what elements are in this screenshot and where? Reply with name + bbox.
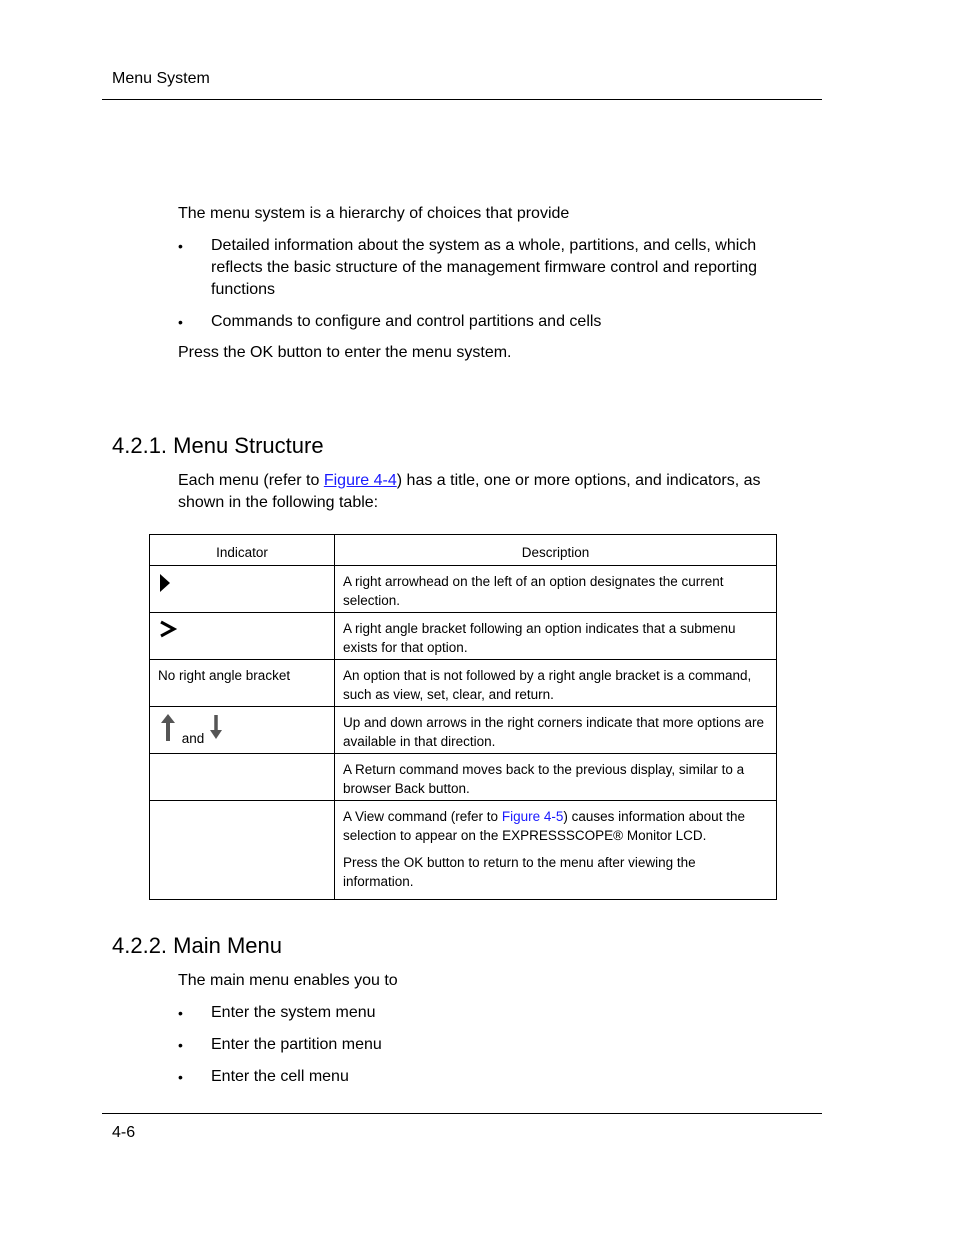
view-desc-before: A View command (refer to: [343, 809, 502, 824]
right-angle-bracket-icon: [158, 619, 178, 641]
indicator-cell: [150, 566, 335, 613]
indicator-cell: [150, 801, 335, 900]
section1-para-before: Each menu (refer to: [178, 472, 324, 489]
section-heading-menu-structure: 4.2.1. Menu Structure: [112, 433, 324, 458]
down-arrow-icon: [208, 713, 224, 743]
description-cell: An option that is not followed by a right angle bracket is a command, such as view, set, clear, and return.: [335, 660, 777, 707]
indicator-cell: [150, 707, 335, 754]
section2-lead: The main menu enables you to: [178, 972, 398, 989]
header-description: Description: [335, 535, 777, 566]
table-row: [150, 566, 777, 613]
description-cell: A right angle bracket following an option indicates that a submenu exists for that option.: [335, 613, 777, 660]
running-header: Menu System: [112, 70, 210, 87]
intro-lead: The menu system is a hierarchy of choices that provide: [178, 205, 570, 222]
description-cell: A Return command moves back to the previous display, similar to a browser Back button.: [335, 754, 777, 801]
view-desc-after: ) causes information about the selection to appear on the EXPRESSSCOPE® Monitor LCD.: [343, 809, 745, 843]
indicator-table: [149, 534, 777, 900]
header-rule: [102, 99, 822, 100]
bullet-marker: •: [178, 1069, 183, 1085]
header-indicator: Indicator: [150, 535, 335, 566]
indicator-cell: [150, 754, 335, 801]
bullet-marker: •: [178, 1037, 183, 1053]
figure-4-5-link[interactable]: Figure 4-5: [501, 809, 564, 824]
indicator-cell: [150, 613, 335, 660]
bullet-marker: •: [178, 238, 183, 254]
description-cell: A right arrowhead on the left of an option designates the current selection.: [335, 566, 777, 613]
figure-4-4-link[interactable]: Figure 4-4: [323, 472, 397, 489]
main-menu-bullet-2: Enter the partition menu: [211, 1036, 382, 1053]
page-number: 4-6: [112, 1124, 136, 1141]
section-heading-main-menu: 4.2.2. Main Menu: [112, 933, 282, 958]
table-header-row: [150, 535, 777, 566]
table-row: [150, 707, 777, 754]
indicator-cell: No right angle bracket: [150, 660, 335, 707]
description-cell: Up and down arrows in the right corners indicate that more options are available in that direction.: [335, 707, 777, 754]
intro-bullet-2: Commands to configure and control partitions and cells: [211, 313, 602, 330]
table-row: [150, 801, 777, 900]
section1-para-after: ) has a title, one or more options, and indicators, as shown in the following table:: [178, 472, 761, 511]
intro-closing: Press the OK button to enter the menu system.: [178, 344, 512, 361]
main-menu-bullet-3: Enter the cell menu: [211, 1068, 349, 1085]
bullet-marker: •: [178, 314, 183, 330]
section1-paragraph: [178, 470, 778, 514]
table-row: [150, 660, 777, 707]
table-row: [150, 613, 777, 660]
right-arrowhead-icon: [158, 572, 172, 594]
view-command-note: Press the OK button to return to the menu after viewing the information.: [343, 855, 696, 889]
and-label: and: [181, 731, 205, 746]
intro-bullet-1: Detailed information about the system as a whole, partitions, and cells, which reflects the basic structure of the management firmware control and reporting functions: [211, 237, 758, 298]
table-row: [150, 754, 777, 801]
description-cell: [335, 801, 777, 900]
main-menu-bullet-1: Enter the system menu: [211, 1004, 376, 1021]
view-command-description: [343, 807, 768, 845]
bullet-marker: •: [178, 1005, 183, 1021]
footer-rule: [102, 1113, 822, 1114]
up-arrow-icon: [158, 713, 178, 745]
